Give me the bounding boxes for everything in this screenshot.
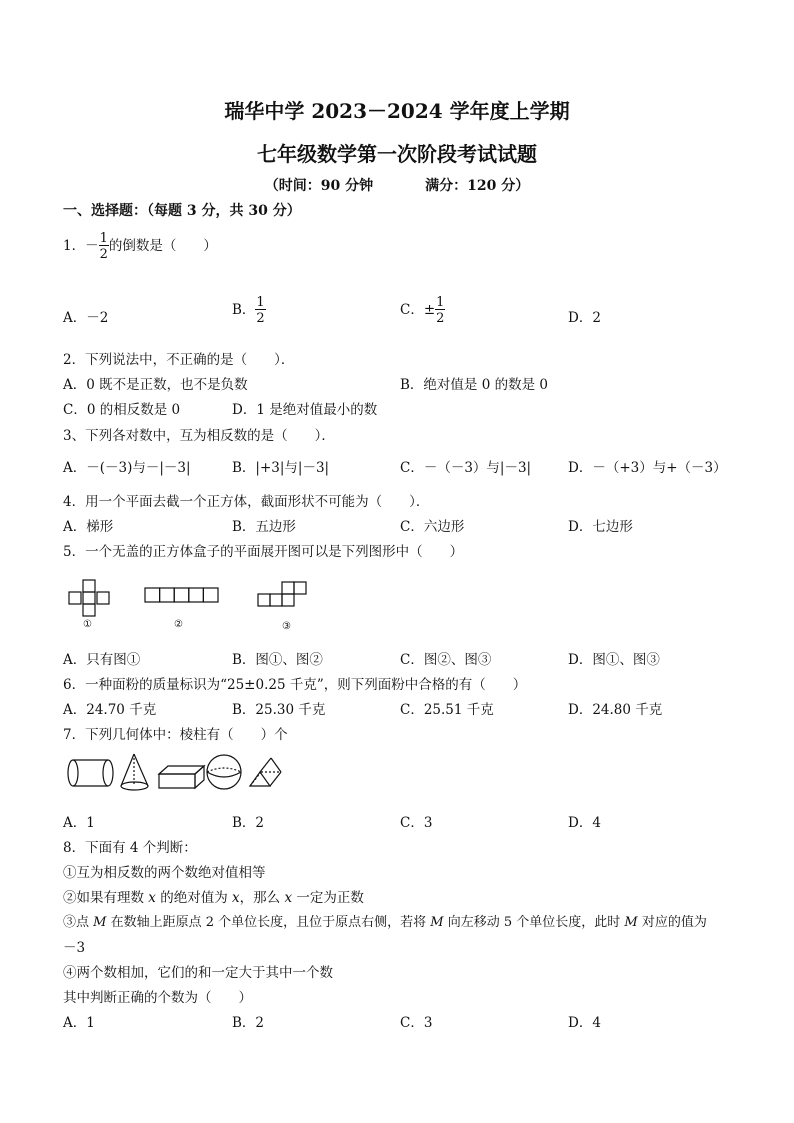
- q5-option-c[interactable]: C．图②、图③: [400, 652, 492, 668]
- q2-option-b[interactable]: B．绝对值是 0 的数是 0: [400, 377, 548, 393]
- q8-s2-var: x: [284, 890, 293, 906]
- q2-option-a[interactable]: A．0 既不是正数，也不是负数: [63, 377, 248, 393]
- q5-figure-2-label: ②: [174, 619, 183, 630]
- q8-option-c[interactable]: C．3: [400, 1015, 433, 1031]
- q4-option-b[interactable]: B．五边形: [232, 519, 296, 535]
- q1-option-b[interactable]: [232, 296, 266, 325]
- q8-s3-var: M: [624, 915, 638, 930]
- q8-stem: 8．下面有 4 个判断：: [63, 840, 197, 856]
- q6-option-b[interactable]: B．25.30 千克: [232, 702, 326, 718]
- q8-statement-4: ④两个数相加，它们的和一定大于其中一个数: [63, 965, 333, 981]
- q3-option-d[interactable]: D．－（+3）与+（－3）: [568, 460, 727, 476]
- q1-b-num: 1: [256, 295, 265, 310]
- triangular-prism-shape: [250, 758, 281, 786]
- q6-option-d[interactable]: D．24.80 千克: [568, 702, 663, 718]
- q6-stem: 6．一种面粉的质量标识为“25±0.25 千克”，则下列面粉中合格的有（ ）: [63, 677, 527, 693]
- q8-s3-part: 对应的值为: [637, 915, 707, 930]
- q5-figure-2: [143, 586, 223, 606]
- q1-c-den: 2: [436, 311, 445, 326]
- q5-option-a[interactable]: A．只有图①: [63, 652, 141, 668]
- q3-option-b[interactable]: B．|+3|与|－3|: [232, 460, 330, 476]
- q5-figure-1: [64, 578, 120, 636]
- q1-b-label: B．: [232, 302, 256, 318]
- exam-time: （时间：90 分钟: [264, 178, 374, 194]
- q8-s2-part: 一定为正数: [292, 890, 364, 906]
- q5-option-d[interactable]: D．图①、图③: [568, 652, 660, 668]
- q1-stem: [63, 232, 217, 261]
- q1-frac-den: 2: [99, 247, 108, 262]
- exam-score: 满分：120 分）: [425, 178, 530, 194]
- q7-option-b[interactable]: B．2: [232, 815, 265, 831]
- q4-option-d[interactable]: D．七边形: [568, 519, 633, 535]
- cylinder-shape: [68, 760, 113, 786]
- sphere-shape: [207, 755, 241, 789]
- q2-option-d[interactable]: D．1 是绝对值最小的数: [232, 402, 378, 418]
- q1-b-den: 2: [256, 311, 265, 326]
- q8-s3-var: M: [93, 915, 107, 930]
- q8-s2-var: x: [148, 890, 156, 906]
- q5-figure-1-label: ①: [83, 619, 92, 630]
- q1-c-fraction: [435, 296, 445, 325]
- exam-subtitle: 七年级数学第一次阶段考试试题: [257, 142, 537, 166]
- q8-statement-2: [63, 886, 364, 906]
- q5-stem: 5．一个无盖的正方体盒子的平面展开图可以是下列图形中（ ）: [63, 544, 464, 560]
- q4-option-a[interactable]: A．梯形: [63, 519, 114, 535]
- q7-option-c[interactable]: C．3: [400, 815, 433, 831]
- q8-s3-var: M: [430, 915, 444, 930]
- q1-minus: －: [85, 238, 99, 254]
- q8-statement-3: [63, 911, 707, 930]
- q5-option-b[interactable]: B．图①、图②: [232, 652, 323, 668]
- q7-option-d[interactable]: D．4: [568, 815, 601, 831]
- q7-solids-figure: [64, 748, 284, 798]
- q1-number: 1．: [63, 238, 86, 254]
- q5-figure-3: [256, 580, 312, 610]
- exam-info: [0, 175, 794, 195]
- q1-c-num: 1: [436, 295, 445, 310]
- q4-stem: 4．用一个平面去截一个正方体，截面形状不可能为（ ）．: [63, 494, 430, 510]
- q1-option-c[interactable]: [400, 296, 445, 325]
- q8-option-d[interactable]: D．4: [568, 1015, 601, 1031]
- q8-s3-part: ③点: [63, 915, 94, 930]
- cuboid-shape: [159, 766, 204, 788]
- q8-option-b[interactable]: B．2: [232, 1015, 265, 1031]
- q6-option-c[interactable]: C．25.51 千克: [400, 702, 494, 718]
- section-heading: 一、选择题：（每题 3 分，共 30 分）: [63, 203, 301, 219]
- q1-fraction: [99, 232, 109, 261]
- q7-option-a[interactable]: A．1: [63, 815, 95, 831]
- q1-text: 的倒数是（ ）: [108, 238, 217, 254]
- q4-option-c[interactable]: C．六边形: [400, 519, 465, 535]
- q8-s2-part: 的绝对值为: [155, 890, 233, 906]
- q8-s3-part: 在数轴上距原点 2 个单位长度，且位于原点右侧，若将: [106, 915, 431, 930]
- exam-title: 瑞华中学 2023－2024 学年度上学期: [224, 99, 570, 123]
- q3-option-c[interactable]: C．－（－3）与|－3|: [400, 460, 532, 476]
- q8-question: 其中判断正确的个数为（ ）: [63, 990, 252, 1006]
- q1-frac-num: 1: [99, 231, 108, 246]
- q5-figure-3-label: ③: [282, 621, 291, 632]
- q2-stem: 2．下列说法中，不正确的是（ ）．: [63, 352, 295, 368]
- q1-option-d[interactable]: D．2: [568, 310, 601, 326]
- q2-option-c[interactable]: C．0 的相反数是 0: [63, 402, 181, 418]
- q3-option-a[interactable]: A．－(－3)与－|－3|: [63, 460, 191, 476]
- q8-s2-part: ②如果有理数: [63, 890, 149, 906]
- q8-s3-part: 向左移动 5 个单位长度，此时: [443, 915, 625, 930]
- q8-option-a[interactable]: A．1: [63, 1015, 95, 1031]
- q1-c-label: C．±: [400, 302, 436, 318]
- q7-stem: 7．下列几何体中：棱柱有（ ）个: [63, 727, 288, 743]
- q8-statement-1: ①互为相反数的两个数绝对值相等: [63, 865, 266, 881]
- q8-s2-part: ，那么: [239, 890, 285, 906]
- q1-option-a[interactable]: A．－2: [63, 310, 109, 326]
- q6-option-a[interactable]: A．24.70 千克: [63, 702, 157, 718]
- q3-stem: 3、下列各对数中，互为相反数的是（ ）．: [63, 428, 335, 444]
- q1-b-fraction: [255, 296, 265, 325]
- cone-shape: [121, 754, 148, 790]
- q8-s2-var: x: [232, 890, 240, 906]
- q8-statement-3-tail: －3: [63, 940, 86, 956]
